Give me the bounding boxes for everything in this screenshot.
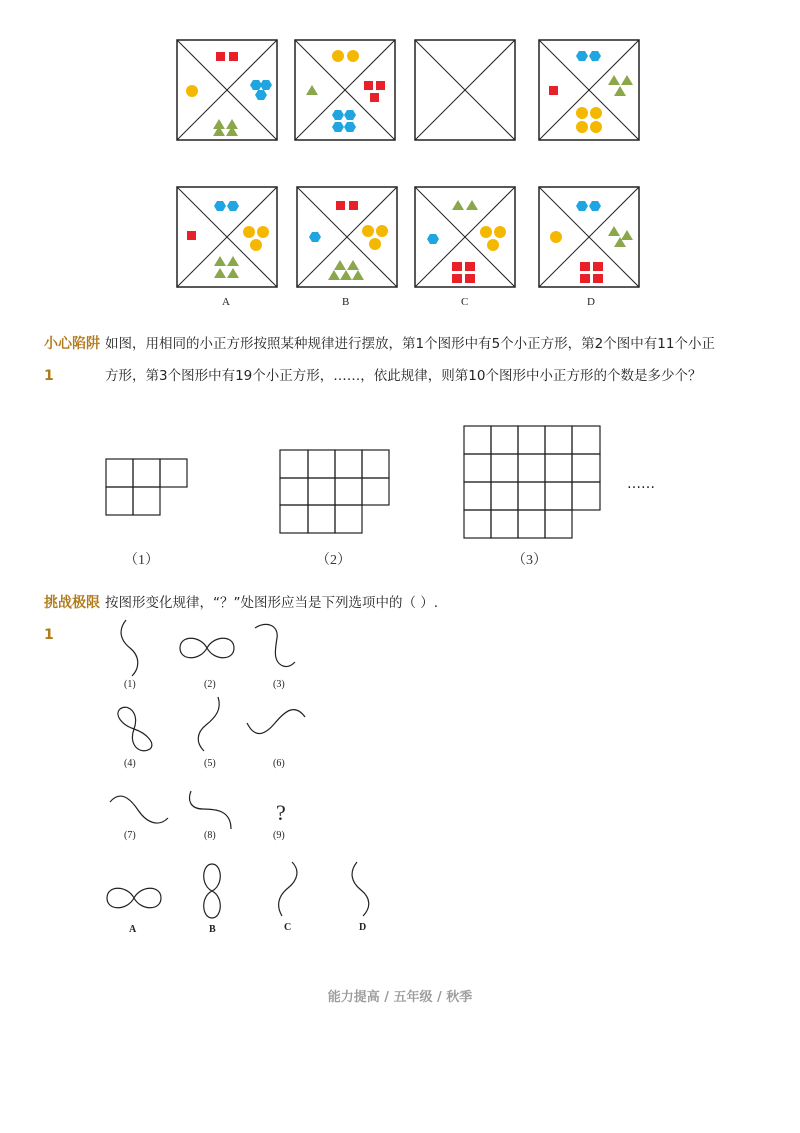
option-curve-label-a: A: [129, 924, 137, 935]
curve-2: [176, 630, 238, 666]
curve-label-8: (8): [204, 830, 216, 841]
pattern-box-missing: [414, 39, 516, 141]
pattern-box-4: [538, 39, 640, 141]
option-box-d[interactable]: [538, 186, 640, 288]
problem1-tag: 小心陷阱1: [44, 336, 100, 384]
grid-caption-2: （2）: [316, 553, 351, 568]
curve-4: [110, 703, 158, 755]
grid-figure-2: [279, 449, 391, 534]
curve-label-6: (6): [273, 758, 285, 769]
problem2-tag: 挑战极限1: [44, 595, 100, 643]
option-box-c[interactable]: [414, 186, 516, 288]
option-curve-c[interactable]: [272, 860, 304, 918]
grid-figure-1: [105, 458, 189, 516]
curve-label-3: (3): [273, 679, 285, 690]
curve-1: [116, 618, 146, 678]
option-curve-a[interactable]: [103, 880, 165, 916]
option-label-d: D: [587, 296, 595, 308]
curve-8: [185, 787, 237, 833]
option-curve-d[interactable]: [347, 860, 377, 918]
curve-label-5: (5): [204, 758, 216, 769]
grid-caption-3: （3）: [512, 553, 547, 568]
curve-label-9: (9): [273, 830, 285, 841]
curve-5: [194, 695, 226, 753]
curve-label-2: (2): [204, 679, 216, 690]
curve-7: [108, 792, 170, 828]
option-curve-b[interactable]: [196, 860, 228, 922]
grid-figure-3: [463, 425, 603, 539]
option-label-a: A: [222, 296, 230, 308]
grid-ellipsis: ……: [627, 476, 655, 492]
curve-label-4: (4): [124, 758, 136, 769]
page-footer: 能力提高 / 五年级 / 秋季: [327, 990, 473, 1005]
problem2-text: 按图形变化规律，“？”处图形应当是下列选项中的（ ）.: [105, 595, 439, 611]
pattern-box-2: [294, 39, 396, 141]
curve-3: [253, 622, 299, 672]
option-label-b: B: [342, 296, 350, 308]
option-label-c: C: [461, 296, 469, 308]
option-box-b[interactable]: [296, 186, 398, 288]
problem1-text: 如图，用相同的小正方形按照某种规律进行摆放，第1个图形中有5个小正方形，第2个图中有11个小正方形，第3个图形中有19个小正方形，……，依此规律，则第10个图形中小正方形的个数是多少个？: [105, 336, 715, 384]
option-curve-label-c: C: [284, 922, 292, 933]
option-box-a[interactable]: [176, 186, 278, 288]
curve-label-1: (1): [124, 679, 136, 690]
option-curve-label-b: B: [209, 924, 216, 935]
curve-label-7: (7): [124, 830, 136, 841]
question-mark: ?: [276, 800, 286, 825]
curve-6: [245, 703, 307, 739]
pattern-box-1: [176, 39, 278, 141]
option-curve-label-d: D: [359, 922, 367, 933]
grid-caption-1: （1）: [124, 553, 159, 568]
